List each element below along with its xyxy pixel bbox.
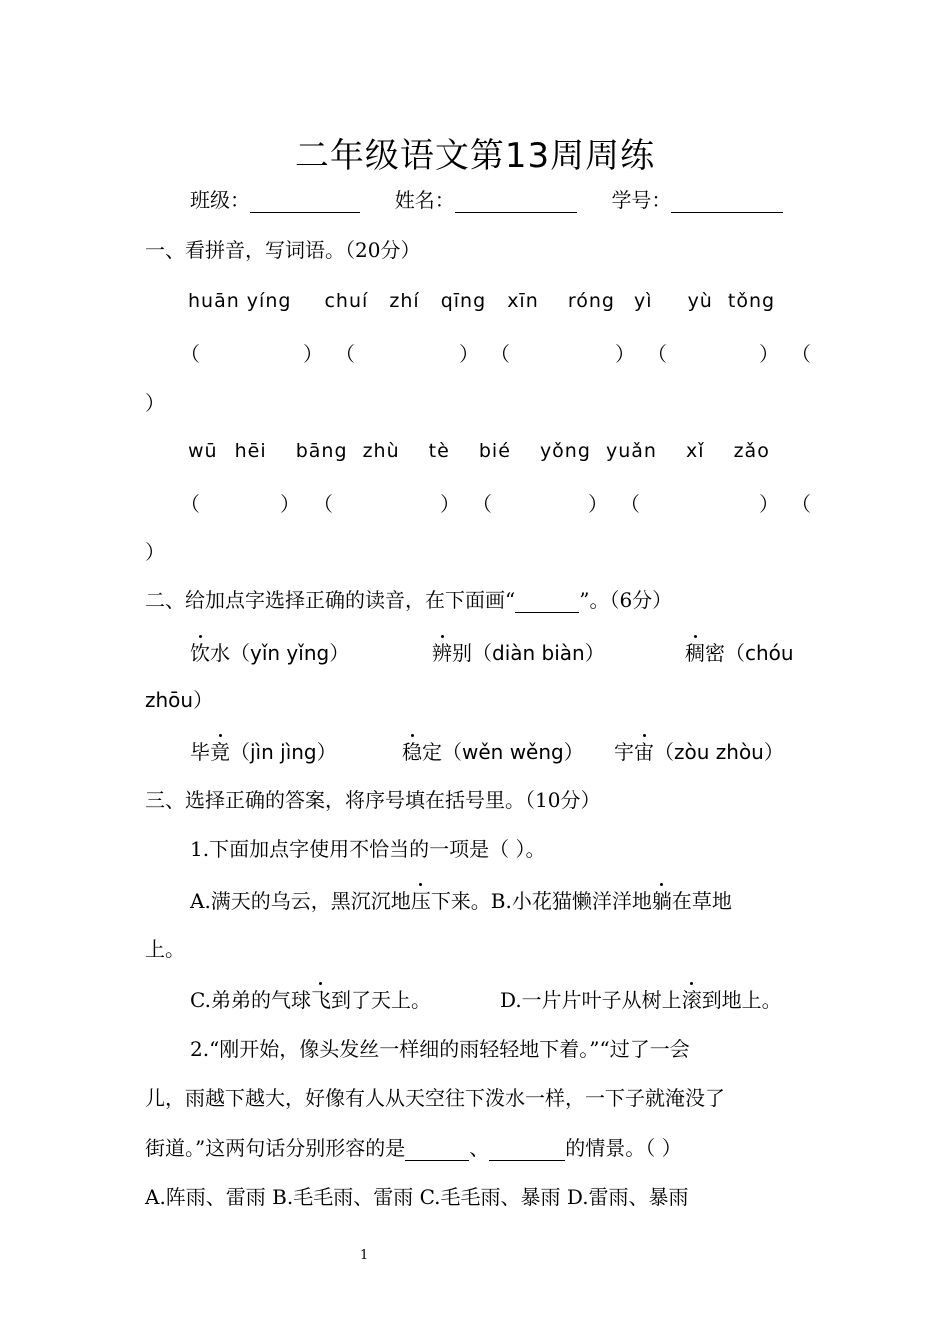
question-1-options-cont: 上。 (145, 937, 185, 961)
answer-paren-close: ） (145, 391, 165, 415)
question-2-line: 2.“刚开始，像头发丝一样细的雨轻轻地下着。”“过了一会 (190, 1037, 690, 1061)
answer-paren-open[interactable]: （ (490, 342, 510, 366)
reading-item: 稠密（chóu (685, 641, 794, 665)
answer-paren-close: ） (459, 342, 479, 366)
section1-heading: 一、看拼音，写词语。（20分） (145, 238, 421, 262)
answer-paren-open[interactable]: （ (791, 342, 811, 366)
question-1-option-c: C.弟弟的气球飞到了天上。 (190, 988, 431, 1012)
answer-paren-open[interactable]: （ (791, 492, 811, 516)
answer-paren-close: ） (615, 342, 635, 366)
answer-paren-open[interactable]: （ (180, 342, 200, 366)
answer-paren-open[interactable]: （ (180, 492, 200, 516)
answer-paren-close: ） (759, 342, 779, 366)
pinyin-row-2: wū hēi bāng zhù tè bié yǒng yuǎn xǐ zǎo (188, 440, 770, 462)
question-1-option-d: D.一片片叶子从树上滚到地上。 (500, 988, 782, 1012)
question-2-line: 儿，雨越下越大，好像有人从天空往下泼水一样，一下子就淹没了 (145, 1086, 725, 1110)
answer-paren-close: ） (759, 492, 779, 516)
answer-paren-open[interactable]: （ (647, 342, 667, 366)
class-field[interactable] (250, 194, 360, 213)
class-label: 班级： (190, 188, 250, 212)
name-label: 姓名： (394, 188, 455, 212)
answer-paren-close: ） (303, 342, 323, 366)
page-number: 1 (360, 1248, 369, 1263)
reading-item: 稳定（wěn wěng） (402, 740, 584, 764)
answer-blank[interactable] (405, 1142, 469, 1161)
answer-paren-close: ） (280, 492, 300, 516)
answer-paren-open[interactable]: （ (620, 492, 640, 516)
id-field[interactable] (671, 194, 783, 213)
answer-paren-close: ） (588, 492, 608, 516)
reading-item: 饮水（yǐn yǐng） (190, 641, 350, 665)
pinyin-row-1: huān yíng chuí zhí qīng xīn róng yì yù tǒng (188, 290, 776, 312)
id-label: 学号： (611, 188, 672, 212)
answer-paren-close: ） (145, 540, 165, 564)
answer-paren-open[interactable]: （ (313, 492, 333, 516)
reading-item-cont[interactable]: zhōu） (145, 688, 214, 712)
question-2-options: A.阵雨、雷雨 B.毛毛雨、雷雨 C.毛毛雨、暴雨 D.雷雨、暴雨 (145, 1185, 689, 1209)
answer-paren-open[interactable]: （ (472, 492, 492, 516)
answer-paren-close: ） (440, 492, 460, 516)
question-1-options-ab: A.满天的乌云，黑沉沉地压下来。B.小花猫懒洋洋地躺在草地 (190, 889, 732, 913)
underline-sample (515, 594, 579, 613)
reading-item: 毕竟（jìn jìng） (190, 740, 337, 764)
answer-paren-open[interactable]: （ (335, 342, 355, 366)
answer-blank[interactable] (489, 1142, 565, 1161)
section3-heading: 三、选择正确的答案，将序号填在括号里。（10分） (145, 788, 601, 812)
question-1-stem: 1.下面加点字使用不恰当的一项是（ ）。 (190, 837, 546, 861)
section2-heading: 二、给加点字选择正确的读音，在下面画“ ”。（6分） (145, 588, 673, 612)
header-line (190, 187, 783, 213)
question-2-line: 街道。”这两句话分别形容的是 、 的情景。（ ） (145, 1136, 682, 1160)
reading-item: 辨别（diàn biàn） (432, 641, 605, 665)
page-title: 二年级语文第13周周练 (294, 136, 656, 176)
reading-item: 宇宙（zòu zhòu） (614, 740, 784, 764)
name-field[interactable] (455, 194, 577, 213)
